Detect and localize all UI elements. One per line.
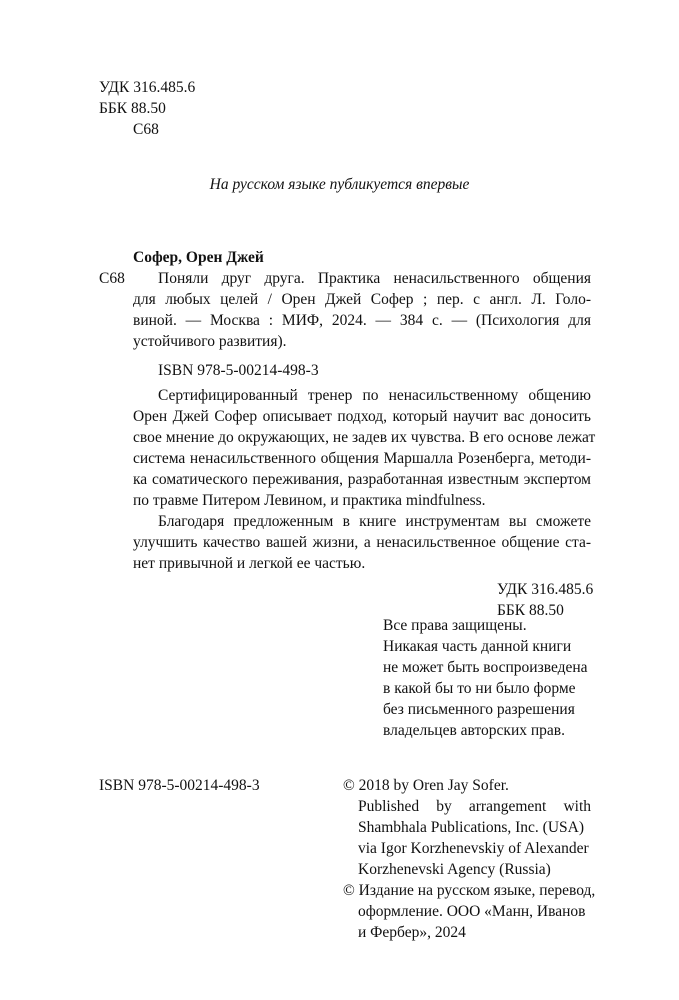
bibliography-line: виной. — Москва : МИФ, 2024. — 384 с. — (Психология для [133,312,591,329]
rights-line: владельцев авторских прав. [383,722,565,739]
copyright-line: Korzhenevski Agency (Russia) [358,861,551,878]
annotation-line: улучшить качество вашей жизни, а ненасильственное общение ста- [133,534,591,551]
bbk-code: ББК 88.50 [99,100,166,117]
annotation-line: ка соматического переживания, разработанная известным экспертом [133,471,591,488]
udk-code: УДК 316.485.6 [99,79,196,96]
footer-isbn: ISBN 978-5-00214-498-3 [99,777,260,794]
copyright-line: Shambhala Publications, Inc. (USA) [358,819,585,836]
rights-line: не может быть воспроизведена [383,659,588,676]
bibliography-line: устойчивого развития). [133,333,287,350]
author-sign: С68 [133,121,159,138]
annotation-udk: УДК 316.485.6 [497,581,594,598]
bibliography-isbn: ISBN 978-5-00214-498-3 [158,362,319,379]
annotation-line: свое мнение до окружающих, не задев их чувства. В его основе лежат [133,429,596,446]
copyright-line: © Издание на русском языке, перевод, [343,882,596,899]
annotation-bbk: ББК 88.50 [497,602,564,619]
annotation-line: система ненасильственного общения Маршалла Розенберга, методи- [133,450,591,467]
rights-line: без письменного разрешения [383,701,575,718]
bibliography-sign: С68 [99,270,125,287]
copyright-line: © 2018 by Oren Jay Sofer. [343,777,509,794]
annotation-line: нет привычной и легкой ее частью. [133,555,366,572]
rights-line: Все права защищены. [383,617,527,634]
copyright-line: via Igor Korzhenevskiy of Alexander [358,840,589,857]
author-heading: Софер, Орен Джей [133,249,264,266]
annotation-line: по травме Питером Левином, и практика mindfulness. [133,492,486,509]
copyright-line: и Фербер», 2024 [358,924,466,941]
annotation-line: Орен Джей Софер описывает подход, который научит вас доносить [133,408,591,425]
copyright-line: оформление. ООО «Манн, Иванов [358,903,586,920]
first-publication-note: На русском языке публикуется впервые [209,176,470,193]
annotation-line: Сертифицированный тренер по ненасильственному общению [158,387,591,404]
rights-line: Никакая часть данной книги [383,638,572,655]
bibliography-line: для любых целей / Орен Джей Софер ; пер. с англ. Л. Голо- [133,291,591,308]
copyright-line: Published by arrangement with [358,798,591,815]
rights-line: в какой бы то ни было форме [383,680,576,697]
annotation-line: Благодаря предложенным в книге инструментам вы сможете [158,513,591,530]
bibliography-line: Поняли друг друга. Практика ненасильственного общения [158,270,591,287]
